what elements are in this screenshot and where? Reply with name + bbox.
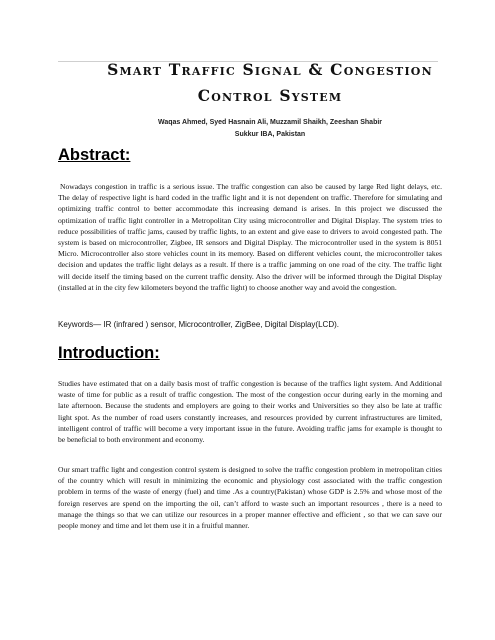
introduction-paragraph-2: Our smart traffic light and congestion control system is designed to solve the traffic congestion problem in metropolitan cities of the country which will result in minimizing the economic and physiology cost associated with the traffic congestion problem in terms of the waste of energy (fuel) and time .As a country(Pakistan) whose GDP is 2.5% and whose most of the foreign reserves are spend on the importing the oil, can’t afford to waste such an important resources , there is a need to manage the things so that we can utilize our resources in a proper manner effective and efficient , so that we can save our people money and time and let them use it in a fruitful manner. (58, 465, 442, 531)
abstract-text: Nowadays congestion in traffic is a serious issue. The traffic congestion can also be caused by large Red light delays, etc. The delay of respective light is hard coded in the traffic light and it is not dependent on traffic. Therefore for simulating and optimizing traffic control to better accommodate this increasing demand is arises. In this project we discussed the optimization of traffic light controller in a Metropolitan City using microcontroller and Digital Display. The system tries to reduce possibilities of traffic jams, caused by traffic lights, to an extent and give ease to drivers to avoid congested path. The system is based on microcontroller, Zigbee, IR sensors and Digital Display. The microcontroller used in the system is 8051 Micro. Microcontroller also store vehicles count in its memory. Based on different vehicles count, the microcontroller takes decision and updates the traffic light delays as a result. If there is a traffic jamming on one road of the city. The traffic light will decide itself the timing based on the current traffic density. Also the driver will be informed through the Digital Display (installed at in the city few kilometers beyond the traffic light) to choose another way and avoid the congestion. (58, 182, 442, 292)
introduction-paragraph-1: Studies have estimated that on a daily basis most of traffic congestion is because of the traffics light system. And Additional waste of time for public as a result of traffic congestion. The most of the congestion occur during early in the morning and late afternoon. Because the students and employers are going to their works and Universities so they also be late at traffic light spot. As the number of road users constantly increases, and resources provided by current infrastructures are limited, intelligent control of traffic will become a very important issue in the future. Avoiding traffic jams for example is thought to be beneficial to both environment and economy. (58, 379, 442, 445)
paper-authors: Waqas Ahmed, Syed Hasnain Ali, Muzzamil Shaikh, Zeeshan Shabir (157, 119, 383, 126)
keywords-line: Keywords— IR (infrared ) sensor, Microcontroller, ZigBee, Digital Display(LCD). (58, 320, 339, 329)
paper-title-line-1: Smart Traffic Signal & Congestion (107, 60, 433, 79)
introduction-heading: Introduction: (58, 344, 160, 362)
paper-affiliation: Sukkur IBA, Pakistan (234, 131, 306, 138)
paper-title-line-2: Control System (197, 86, 343, 105)
abstract-heading: Abstract: (58, 146, 131, 164)
